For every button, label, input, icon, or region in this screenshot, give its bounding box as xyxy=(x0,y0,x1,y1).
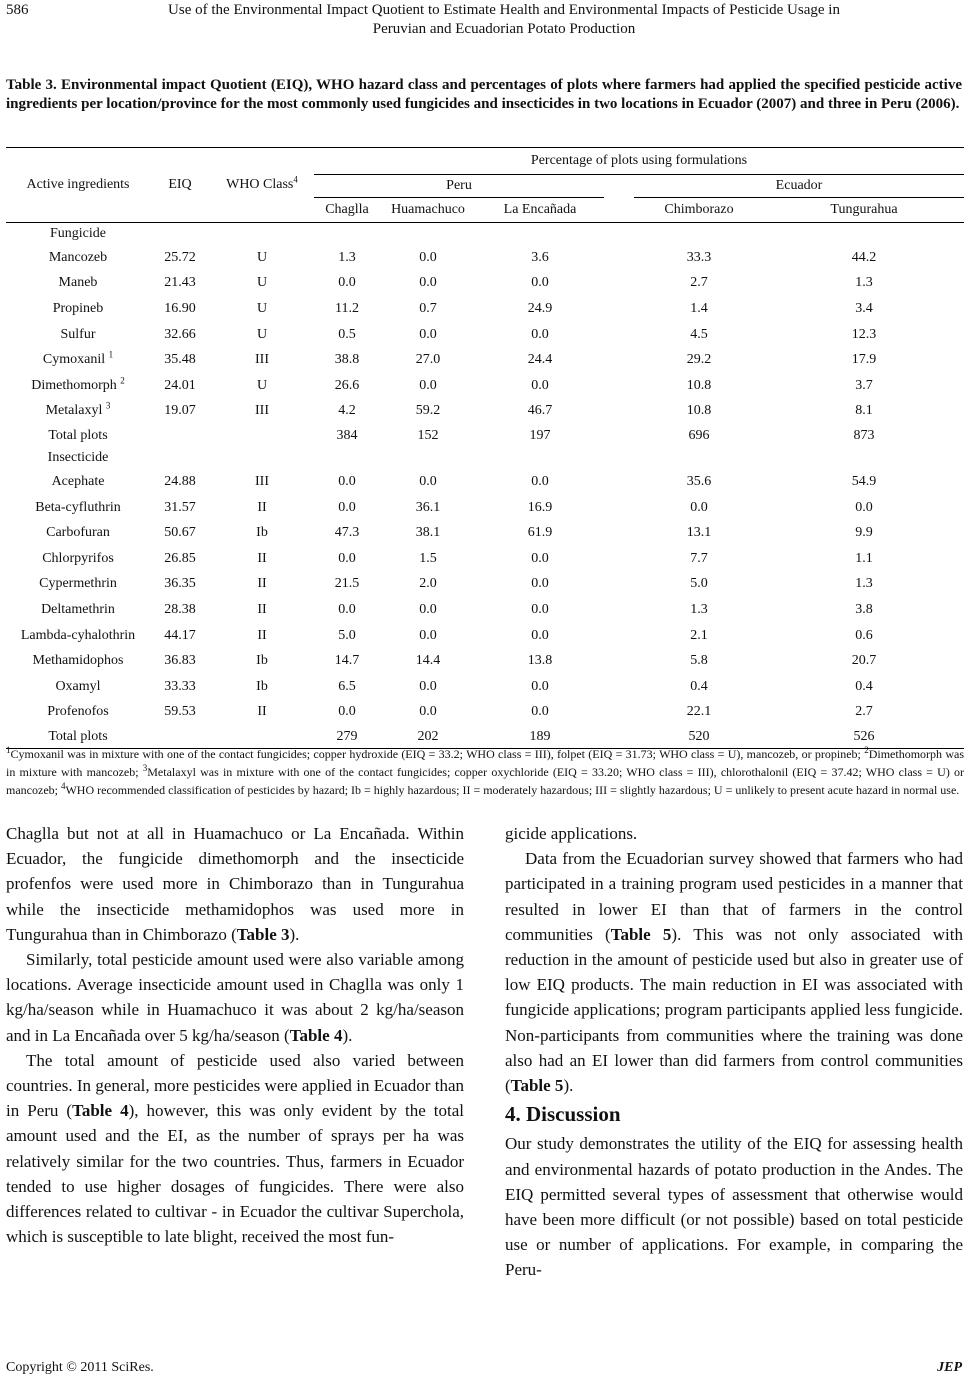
who-class-cell: U xyxy=(256,249,268,265)
who-class-cell: Ib xyxy=(256,525,268,541)
chimborazo-cell: 5.8 xyxy=(690,653,708,669)
empty-cell xyxy=(604,245,634,271)
who-class-cell: III xyxy=(255,473,269,489)
chaglla-cell: 5.0 xyxy=(338,627,356,643)
ingredient-name-cell xyxy=(6,648,150,674)
empty-cell xyxy=(604,546,634,572)
huamachuco-cell: 0.0 xyxy=(419,249,437,265)
chaglla-cell: 47.3 xyxy=(334,525,360,541)
col-header-peru: Peru xyxy=(314,175,604,198)
ingredient-name: Dimethomorph xyxy=(31,377,117,393)
ingredient-name-cell xyxy=(6,674,150,700)
ingredient-name-cell xyxy=(6,296,150,322)
ingredient-name-cell xyxy=(6,399,150,425)
section-heading: 4. Discussion xyxy=(505,1102,621,1127)
ingredient-name: Cypermethrin xyxy=(39,576,117,592)
eiq-cell: 24.88 xyxy=(164,473,196,489)
running-header xyxy=(0,0,968,44)
chaglla-cell: 0.0 xyxy=(338,275,356,291)
ingredient-footnote-marker: 1 xyxy=(108,349,114,360)
col-header-chaglla: Chaglla xyxy=(325,202,369,217)
eiq-cell: 24.01 xyxy=(164,377,196,393)
chimborazo-cell: 1.4 xyxy=(690,300,708,316)
total-cell: 202 xyxy=(380,725,476,749)
la-encanada-cell: 0.0 xyxy=(531,576,549,592)
ingredient-name: Profenofos xyxy=(47,704,109,720)
who-class-cell: II xyxy=(257,576,267,592)
chaglla-cell: 0.0 xyxy=(338,499,356,515)
body-paragraph xyxy=(505,846,963,1098)
ingredient-name: Oxamyl xyxy=(55,678,101,694)
footnote-marker-2: 2 xyxy=(864,745,869,755)
empty-cell xyxy=(604,322,634,348)
page-number: 586 xyxy=(6,2,29,18)
empty-cell xyxy=(604,597,634,623)
chaglla-cell: 4.2 xyxy=(338,403,356,419)
huamachuco-cell: 0.0 xyxy=(419,627,437,643)
body-text: ). xyxy=(342,1025,353,1045)
empty-cell xyxy=(210,447,314,469)
chimborazo-cell: 22.1 xyxy=(686,704,712,720)
fungicide-section-label: Fungicide xyxy=(50,226,106,241)
empty-cell xyxy=(476,447,604,469)
ingredient-name-cell xyxy=(6,546,150,572)
huamachuco-cell: 2.0 xyxy=(419,576,437,592)
la-encanada-cell: 24.4 xyxy=(527,352,553,368)
empty-cell xyxy=(314,447,380,469)
body-paragraph xyxy=(6,821,464,947)
eiq-cell: 31.57 xyxy=(164,499,196,515)
ingredient-name-cell xyxy=(6,373,150,399)
table-reference-link[interactable]: Table 4 xyxy=(289,1025,343,1045)
total-cell: 873 xyxy=(853,427,875,443)
ingredient-name: Methamidophos xyxy=(32,653,124,669)
body-text: ). xyxy=(563,1076,574,1096)
who-class-cell: U xyxy=(256,300,268,316)
ingredient-name-cell xyxy=(6,469,150,495)
copyright-notice: Copyright © 2011 SciRes. xyxy=(6,1360,154,1375)
footnote-3: Metalaxyl was in mixture with one of the contact fungicides; copper oxychloride (EIQ = 33.20; WHO class = III), chlorothalonil (EIQ = 37.42; WHO class = U) or mancozeb; xyxy=(6,765,965,797)
who-class-cell: Ib xyxy=(256,678,268,694)
tungurahua-cell: 2.7 xyxy=(855,704,873,720)
table-reference-link[interactable]: Table 5 xyxy=(610,924,672,944)
table-row xyxy=(6,296,964,322)
huamachuco-cell: 0.0 xyxy=(419,473,437,489)
table-row xyxy=(6,597,964,623)
col-header-who-class xyxy=(210,148,314,223)
total-label: Total plots xyxy=(48,427,108,443)
col-header-la-encanada: La Encañada xyxy=(503,202,577,217)
chimborazo-cell: 0.0 xyxy=(690,499,708,515)
ingredient-name-cell xyxy=(6,347,150,373)
eiq-cell: 21.43 xyxy=(164,275,196,291)
la-encanada-cell: 13.8 xyxy=(527,653,553,669)
ingredient-name-cell xyxy=(6,271,150,297)
eiq-cell: 33.33 xyxy=(164,678,196,694)
empty-cell xyxy=(604,271,634,297)
empty-cell xyxy=(604,648,634,674)
eiq-cell: 36.83 xyxy=(164,653,196,669)
huamachuco-cell: 0.0 xyxy=(419,678,437,694)
empty-cell xyxy=(150,223,210,246)
tungurahua-cell: 9.9 xyxy=(855,525,873,541)
body-paragraph: Our study demonstrates the utility of the EIQ for assessing health and environmental hazards of potato production in the Andes. The EIQ permitted several types of assessment that otherwise would have been more difficult (or not possible) based on total pesticide use or number of applications. For example, in comparing the Peru- xyxy=(505,1134,963,1280)
empty-cell xyxy=(634,447,764,469)
empty-cell xyxy=(604,700,634,726)
total-label: Total plots xyxy=(6,725,150,749)
huamachuco-cell: 27.0 xyxy=(415,352,441,368)
table-row xyxy=(6,674,964,700)
body-text: Chaglla but not at all in Huamachuco or La Encañada. Within Ecuador, the fungicide dimethomorph and the insecticide profenfos were used more in Chimborazo than in Tungurahua while the insecticide methamidophos was used more in Tungurahua than in Chimborazo ( xyxy=(6,824,464,944)
empty-cell xyxy=(380,223,476,246)
chaglla-cell: 0.5 xyxy=(338,326,356,342)
footnote-1: Cymoxanil was in mixture with one of the contact fungicides; copper hydroxide (EIQ = 33.2; WHO class = III), folpet (EIQ = 31.73; WHO class = U), mancozeb, or propineb; xyxy=(10,747,865,761)
tungurahua-cell: 3.4 xyxy=(855,300,873,316)
la-encanada-cell: 0.0 xyxy=(531,627,549,643)
empty-cell xyxy=(764,447,964,469)
pesticide-table xyxy=(6,147,964,749)
ingredient-footnote-marker: 3 xyxy=(105,400,111,411)
ingredient-name: Lambda-cyhalothrin xyxy=(20,627,136,643)
total-cell: 279 xyxy=(314,725,380,749)
la-encanada-cell: 46.7 xyxy=(527,403,553,419)
ingredient-name: Chlorpyrifos xyxy=(42,550,114,566)
table-row xyxy=(6,623,964,649)
col-header-chimborazo: Chimborazo xyxy=(664,202,734,217)
total-cell: 696 xyxy=(688,427,710,443)
footnote-marker-4: 4 xyxy=(60,781,66,791)
empty-cell xyxy=(764,223,964,246)
ingredient-name: Cymoxanil xyxy=(42,352,106,368)
empty-cell xyxy=(604,373,634,399)
table-row xyxy=(6,546,964,572)
chaglla-cell: 21.5 xyxy=(334,576,360,592)
who-class-cell: U xyxy=(256,326,268,342)
ingredient-name-cell xyxy=(6,520,150,546)
running-title-line-1: Use of the Environmental Impact Quotient to Estimate Health and Environmental Impacts of Pesticide Usage in xyxy=(168,2,840,18)
chaglla-cell: 0.0 xyxy=(338,704,356,720)
who-class-cell: Ib xyxy=(256,653,268,669)
chaglla-cell: 0.0 xyxy=(338,601,356,617)
eiq-cell: 50.67 xyxy=(164,525,196,541)
la-encanada-cell: 0.0 xyxy=(531,601,549,617)
ingredient-footnote-marker: 2 xyxy=(120,375,125,386)
who-class-cell: II xyxy=(257,550,267,566)
chaglla-cell: 1.3 xyxy=(338,249,356,265)
ingredient-name: Carbofuran xyxy=(46,525,110,541)
tungurahua-cell: 0.4 xyxy=(855,678,873,694)
table-row xyxy=(6,245,964,271)
huamachuco-cell: 0.0 xyxy=(419,377,437,393)
footnote-2: Dimethomorph was in mixture with mancozeb; xyxy=(6,747,964,779)
journal-abbrev: JEP xyxy=(937,1360,962,1375)
col-header-ecuador: Ecuador xyxy=(634,175,964,198)
la-encanada-cell: 61.9 xyxy=(527,525,553,541)
la-encanada-cell: 0.0 xyxy=(531,550,549,566)
huamachuco-cell: 38.1 xyxy=(415,525,441,541)
tungurahua-cell: 17.9 xyxy=(851,352,877,368)
who-class-cell: II xyxy=(257,627,267,643)
eiq-cell: 16.90 xyxy=(164,300,196,316)
who-class-cell: III xyxy=(255,403,269,419)
chaglla-cell: 26.6 xyxy=(334,377,360,393)
huamachuco-cell: 1.5 xyxy=(419,550,437,566)
chaglla-cell: 6.5 xyxy=(338,678,356,694)
chimborazo-cell: 33.3 xyxy=(686,249,712,265)
la-encanada-cell: 3.6 xyxy=(531,249,549,265)
running-title-line-2: Peruvian and Ecuadorian Potato Production xyxy=(372,21,636,37)
ingredient-name: Deltamethrin xyxy=(41,601,115,617)
table-total-row xyxy=(6,424,964,447)
col-header-tungurahua: Tungurahua xyxy=(830,202,898,217)
ingredient-name-cell xyxy=(6,623,150,649)
body-paragraph xyxy=(6,1048,464,1250)
table-reference-link[interactable]: Table 4 xyxy=(72,1101,129,1121)
empty-cell xyxy=(604,469,634,495)
empty-cell xyxy=(150,424,210,447)
la-encanada-cell: 0.0 xyxy=(531,275,549,291)
col-header-percentage: Percentage of plots using formulations xyxy=(314,148,964,175)
tungurahua-cell: 1.1 xyxy=(855,550,873,566)
body-text: ), however, this was only evident by the total amount used and the EI, as the number of sprays per ha was relatively similar for the two countries. Thus, farmers in Ecuador tended to use higher dosages of fungicides. There were also differences related to cultivar - in Ecuador the cultivar Superchola, which is susceptible to late blight, received the most fun- xyxy=(6,1101,464,1247)
chimborazo-cell: 2.1 xyxy=(690,627,708,643)
la-encanada-cell: 0.0 xyxy=(531,678,549,694)
running-title xyxy=(60,1,948,39)
tungurahua-cell: 0.6 xyxy=(855,627,873,643)
tungurahua-cell: 8.1 xyxy=(855,403,873,419)
eiq-cell: 28.38 xyxy=(164,601,196,617)
ingredient-name-cell xyxy=(6,572,150,598)
total-cell: 526 xyxy=(764,725,964,749)
tungurahua-cell: 12.3 xyxy=(851,326,877,342)
table-section-row xyxy=(6,223,964,246)
tungurahua-cell: 44.2 xyxy=(851,249,877,265)
empty-cell xyxy=(604,223,634,246)
table-row xyxy=(6,495,964,521)
empty-cell xyxy=(210,223,314,246)
footnote-4: WHO recommended classification of pesticides by hazard; Ib = highly hazardous; II = moderately hazardous; III = slightly hazardous; U = unlikely to present acute hazard in normal use. xyxy=(65,783,960,797)
chimborazo-cell: 1.3 xyxy=(690,601,708,617)
table-row xyxy=(6,347,964,373)
table-row xyxy=(6,399,964,425)
huamachuco-cell: 59.2 xyxy=(415,403,441,419)
empty-cell xyxy=(150,447,210,469)
chimborazo-cell: 10.8 xyxy=(686,403,712,419)
la-encanada-cell: 24.9 xyxy=(527,300,553,316)
who-class-sup: 4 xyxy=(293,174,298,185)
table-caption: Table 3. Environmental impact Quotient (EIQ), WHO hazard class and percentages of plots where farmers had applied the specified pesticide active ingredients per location/province for the most commonly used fungicides and insecticides in two locations in Ecuador (2007) and three in Peru (2006). xyxy=(6,77,962,112)
total-cell: 189 xyxy=(476,725,604,749)
table-row xyxy=(6,700,964,726)
ingredient-name: Sulfur xyxy=(60,326,96,342)
tungurahua-cell: 54.9 xyxy=(851,473,877,489)
empty-cell xyxy=(604,424,634,447)
ingredient-name-cell xyxy=(6,700,150,726)
empty-cell xyxy=(476,223,604,246)
footnote-marker-1: 1 xyxy=(6,745,11,755)
body-column-right xyxy=(505,821,963,1283)
table-row xyxy=(6,373,964,399)
total-cell: 520 xyxy=(634,725,764,749)
eiq-cell: 25.72 xyxy=(164,249,196,265)
ingredient-name: Beta-cyfluthrin xyxy=(35,499,121,515)
chimborazo-cell: 4.5 xyxy=(690,326,708,342)
total-cell: 152 xyxy=(417,427,439,443)
empty-cell xyxy=(380,447,476,469)
empty-cell xyxy=(604,296,634,322)
who-class-cell: U xyxy=(256,377,268,393)
ingredient-name: Metalaxyl xyxy=(45,403,103,419)
table-reference-link[interactable]: Table 5 xyxy=(510,1076,564,1096)
ingredient-name: Mancozeb xyxy=(48,249,108,265)
who-class-cell: II xyxy=(257,704,267,720)
empty-cell xyxy=(604,623,634,649)
huamachuco-cell: 14.4 xyxy=(415,653,441,669)
empty-cell xyxy=(604,674,634,700)
eiq-cell: 44.17 xyxy=(164,627,196,643)
body-text: The total amount of pesticide used also varied between countries. In general, more pesticides were applied in Ecuador than in Peru ( xyxy=(6,1050,464,1121)
body-text: Data from the Ecuadorian survey showed that farmers who had participated in a training program used pesticides in a manner that resulted in lower EI than that of farmers in the control communities ( xyxy=(505,849,963,944)
table-row xyxy=(6,648,964,674)
huamachuco-cell: 36.1 xyxy=(415,499,441,515)
huamachuco-cell: 0.0 xyxy=(419,275,437,291)
total-cell: 197 xyxy=(529,427,551,443)
total-cell: 384 xyxy=(336,427,358,443)
table-footnotes xyxy=(6,745,964,799)
page-footer xyxy=(0,1360,968,1384)
eiq-cell: 19.07 xyxy=(164,403,196,419)
empty-cell xyxy=(604,399,634,425)
ingredient-name-cell xyxy=(6,322,150,348)
tungurahua-cell: 0.0 xyxy=(855,499,873,515)
ingredient-name-cell xyxy=(6,597,150,623)
chimborazo-cell: 10.8 xyxy=(686,377,712,393)
col-header-eiq: EIQ xyxy=(168,177,192,192)
ingredient-name: Maneb xyxy=(58,275,98,291)
table-reference-link[interactable]: Table 3 xyxy=(236,924,290,944)
body-text: ). xyxy=(289,924,300,944)
tungurahua-cell: 1.3 xyxy=(855,576,873,592)
chimborazo-cell: 0.4 xyxy=(690,678,708,694)
ingredient-name: Propineb xyxy=(52,300,104,316)
huamachuco-cell: 0.0 xyxy=(419,601,437,617)
insecticide-section-label: Insecticide xyxy=(47,450,109,466)
body-text: Similarly, total pesticide amount used were also variable among locations. Average insecticide amount used in Chaglla was only 1 kg/ha/season while in Huamachuco it was about 2 kg/ha/season and in La Encañada over 5 kg/ha/season ( xyxy=(6,950,464,1045)
chaglla-cell: 0.0 xyxy=(338,473,356,489)
who-class-cell: II xyxy=(257,499,267,515)
eiq-cell: 26.85 xyxy=(164,550,196,566)
huamachuco-cell: 0.0 xyxy=(419,704,437,720)
col-header-active-ingredients: Active ingredients xyxy=(26,177,130,192)
body-paragraph xyxy=(6,947,464,1048)
chaglla-cell: 14.7 xyxy=(334,653,360,669)
eiq-cell: 36.35 xyxy=(164,576,196,592)
chimborazo-cell: 35.6 xyxy=(686,473,712,489)
empty-cell xyxy=(604,572,634,598)
body-column-left xyxy=(6,821,464,1249)
chimborazo-cell: 2.7 xyxy=(690,275,708,291)
tungurahua-cell: 3.7 xyxy=(855,377,873,393)
col-header-huamachuco: Huamachuco xyxy=(391,202,465,217)
ingredient-name-cell xyxy=(6,245,150,271)
la-encanada-cell: 0.0 xyxy=(531,473,549,489)
who-class-cell: U xyxy=(256,275,268,291)
eiq-cell: 35.48 xyxy=(164,352,196,368)
body-text: ). This was not only associated with reduction in the amount of pesticide used but also in greater use of low EIQ products. The main reduction in EI was associated with fungicide applications; program participants applied less fungicide. Non-participants from communities where the training was done also had an EI lower than did farmers from control communities ( xyxy=(505,924,963,1096)
huamachuco-cell: 0.7 xyxy=(419,300,437,316)
who-class-cell: III xyxy=(255,352,269,368)
chaglla-cell: 11.2 xyxy=(335,300,359,316)
empty-cell xyxy=(604,520,634,546)
la-encanada-cell: 16.9 xyxy=(527,499,553,515)
chimborazo-cell: 29.2 xyxy=(686,352,712,368)
empty-cell xyxy=(604,495,634,521)
la-encanada-cell: 0.0 xyxy=(531,704,549,720)
la-encanada-cell: 0.0 xyxy=(531,326,549,342)
table-section-row xyxy=(6,447,964,469)
ingredient-name-cell xyxy=(6,495,150,521)
chimborazo-cell: 13.1 xyxy=(686,525,712,541)
la-encanada-cell: 0.0 xyxy=(531,377,549,393)
chaglla-cell: 38.8 xyxy=(334,352,360,368)
chaglla-cell: 0.0 xyxy=(338,550,356,566)
eiq-cell: 59.53 xyxy=(164,704,196,720)
tungurahua-cell: 3.8 xyxy=(855,601,873,617)
eiq-cell: 32.66 xyxy=(164,326,196,342)
tungurahua-cell: 1.3 xyxy=(855,275,873,291)
chimborazo-cell: 5.0 xyxy=(690,576,708,592)
table-row xyxy=(6,572,964,598)
who-class-cell: II xyxy=(257,601,267,617)
table-row xyxy=(6,271,964,297)
table-row xyxy=(6,469,964,495)
empty-cell xyxy=(604,347,634,373)
empty-cell xyxy=(634,223,764,246)
table-row xyxy=(6,322,964,348)
huamachuco-cell: 0.0 xyxy=(419,326,437,342)
ingredient-name: Acephate xyxy=(51,473,105,489)
who-class-label: WHO Class xyxy=(226,177,294,192)
footnote-marker-3: 3 xyxy=(142,763,148,773)
empty-cell xyxy=(314,223,380,246)
table-row xyxy=(6,520,964,546)
body-paragraph: gicide applications. xyxy=(505,824,638,843)
chimborazo-cell: 7.7 xyxy=(690,550,708,566)
empty-cell xyxy=(604,447,634,469)
tungurahua-cell: 20.7 xyxy=(851,653,877,669)
empty-cell xyxy=(210,424,314,447)
